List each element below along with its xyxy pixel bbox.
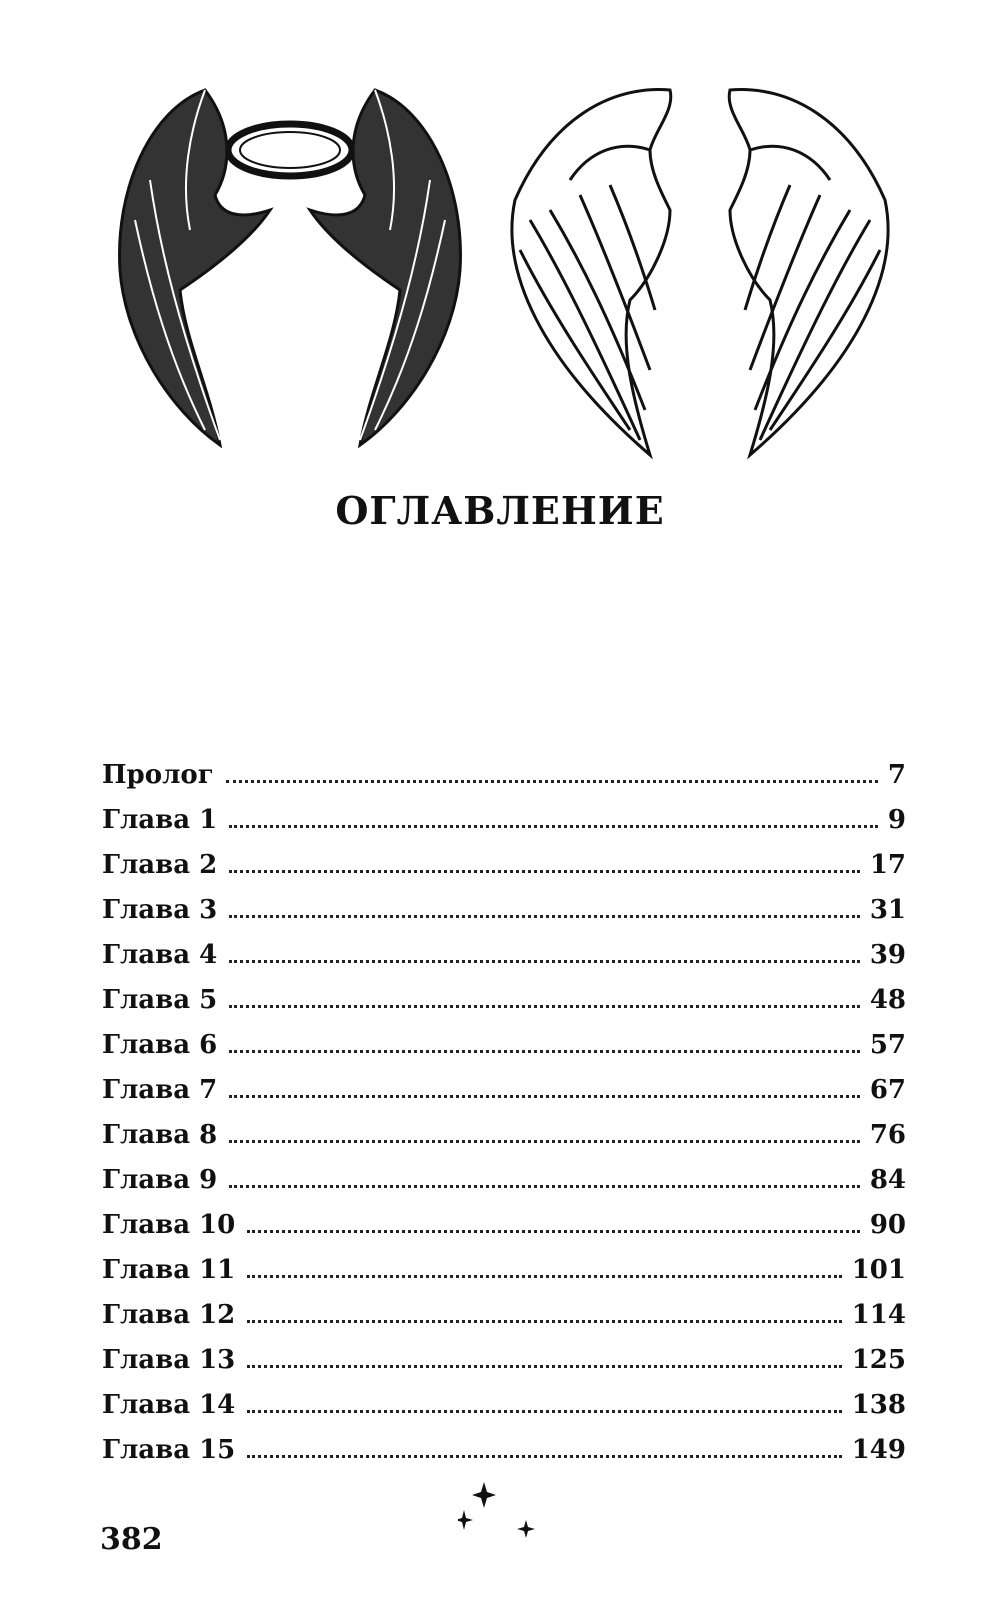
toc-entry-label: Глава 7 [102, 1075, 218, 1105]
toc-leader-dots [229, 1005, 860, 1008]
toc-entry-page: 57 [869, 1030, 906, 1060]
toc-entry-label: Глава 3 [102, 895, 218, 925]
toc-entry-page: 7 [887, 760, 906, 790]
toc-entry-page: 39 [869, 940, 906, 970]
toc-entry-label: Глава 5 [102, 985, 218, 1015]
toc-entry [102, 985, 906, 1030]
toc-entry [102, 1120, 906, 1165]
toc-leader-dots [229, 825, 878, 828]
toc-leader-dots [229, 1095, 860, 1098]
toc-entry-label: Глава 1 [102, 805, 218, 835]
toc-leader-dots [247, 1410, 841, 1413]
toc-entry-label: Глава 12 [102, 1300, 236, 1330]
toc-entry-label: Глава 9 [102, 1165, 218, 1195]
toc-leader-dots [229, 1185, 860, 1188]
toc-leader-dots [247, 1230, 860, 1233]
crescent-moon-stars-icon [458, 1482, 548, 1582]
page-number: 382 [100, 1522, 163, 1557]
toc-entry [102, 760, 906, 805]
toc-leader-dots [247, 1275, 841, 1278]
toc-entry [102, 940, 906, 985]
toc-entry-label: Глава 6 [102, 1030, 218, 1060]
toc-entry-label: Глава 15 [102, 1435, 236, 1465]
toc-entry [102, 1165, 906, 1210]
toc-entry-label: Глава 8 [102, 1120, 218, 1150]
toc-entry [102, 1255, 906, 1300]
toc-entry-page: 76 [869, 1120, 906, 1150]
toc-entry-page: 67 [869, 1075, 906, 1105]
toc-entry [102, 895, 906, 940]
toc-entry-page: 101 [851, 1255, 906, 1285]
toc-entry-page: 138 [851, 1390, 906, 1420]
toc-entry [102, 1390, 906, 1435]
toc-entry-label: Глава 2 [102, 850, 218, 880]
toc-entry [102, 805, 906, 850]
toc-entry [102, 1300, 906, 1345]
toc-leader-dots [229, 870, 860, 873]
toc-entry-page: 17 [869, 850, 906, 880]
toc-entry-label: Глава 10 [102, 1210, 236, 1240]
toc-entry-label: Глава 14 [102, 1390, 236, 1420]
toc-entry-label: Пролог [102, 760, 214, 790]
toc-entry [102, 1075, 906, 1120]
toc-entry [102, 1210, 906, 1255]
toc-entry-page: 31 [869, 895, 906, 925]
angel-wings-with-halo-icon [110, 70, 470, 470]
toc-entry-page: 84 [869, 1165, 906, 1195]
toc-entry [102, 1345, 906, 1390]
angel-wings-open-icon [500, 70, 900, 480]
toc-entry-page: 114 [851, 1300, 906, 1330]
toc-leader-dots [247, 1365, 841, 1368]
toc-leader-dots [247, 1320, 841, 1323]
toc-entry-label: Глава 11 [102, 1255, 236, 1285]
toc-entry-label: Глава 13 [102, 1345, 236, 1375]
toc-entry-page: 125 [851, 1345, 906, 1375]
toc-entry-page: 149 [851, 1435, 906, 1465]
toc-entry [102, 1030, 906, 1075]
toc-entry-label: Глава 4 [102, 940, 218, 970]
toc-entry [102, 1435, 906, 1480]
toc-leader-dots [226, 780, 878, 783]
toc-entry [102, 850, 906, 895]
toc-leader-dots [229, 1050, 860, 1053]
toc-leader-dots [229, 960, 860, 963]
toc-leader-dots [247, 1455, 841, 1458]
toc-entry-page: 48 [869, 985, 906, 1015]
toc-entry-page: 9 [887, 805, 906, 835]
toc-title: ОГЛАВЛЕНИЕ [335, 488, 665, 533]
table-of-contents [102, 760, 906, 1480]
toc-entry-page: 90 [869, 1210, 906, 1240]
toc-leader-dots [229, 1140, 860, 1143]
toc-leader-dots [229, 915, 860, 918]
